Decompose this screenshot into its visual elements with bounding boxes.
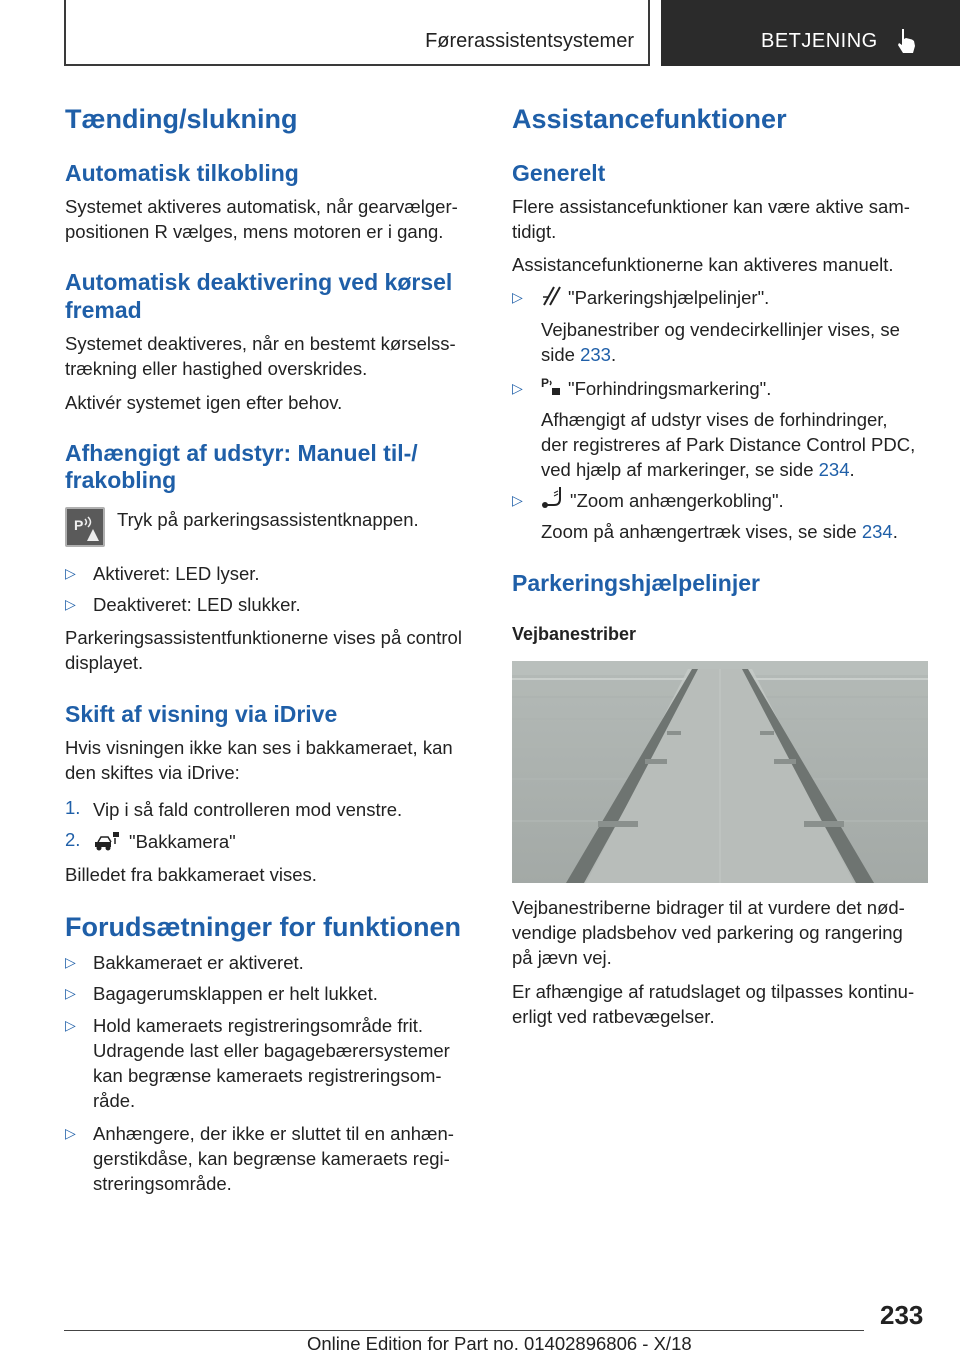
idrive-step-1: Vip i så fald controlleren mod venstre. [93,799,403,820]
auto-on-text-1: Systemet aktiveres automatisk, når gearvælger- [65,196,458,217]
bullet-triangle-icon: ▷ [65,1017,76,1033]
function-2-label: "Forhindringsmarkering". [568,378,772,399]
idrive-step-2: "Bakkamera" [129,831,236,852]
svg-text:P: P [74,517,84,533]
function-2-desc-1: Afhængigt af udstyr vises de forhindringer, [541,409,888,430]
general-text-1: Flere assistancefunktioner kan være aktive sam- [512,196,910,217]
general-text-3: Assistancefunktionerne kan aktiveres manuelt. [512,254,894,275]
manual-item-1: Aktiveret: LED lyser. [93,563,260,584]
manual-text-1: Parkeringsassistentfunktionerne vises på control [65,627,462,648]
prereq-item-3-line-3: kan begrænse kameraets registreringsom- [93,1065,442,1086]
auto-off-text-2: trækning eller hastighed overskrides. [65,358,368,379]
idrive-text-2: den skiftes via iDrive: [65,762,240,783]
parking-assist-button-icon [65,507,105,547]
header-section-title: Førerassistentsystemer [425,30,634,52]
prereq-item-4-line-3: streringsområde. [93,1173,232,1194]
title-assistance: Assistancefunktioner [512,104,787,134]
manual-text-2: displayet. [65,652,144,673]
rear-camera-icon [93,830,121,852]
bullet-triangle-icon: ▷ [512,289,523,305]
function-3-desc-1-text: Zoom på anhængertræk vises, se side [541,521,862,542]
function-2-desc-3 [541,457,855,482]
bullet-triangle-icon: ▷ [65,985,76,1001]
function-1-label: "Parkeringshjælpelinjer". [568,287,770,308]
header-chapter-title: BETJENING [761,30,878,52]
heading-auto-off-1: Automatisk deaktivering ved kørsel [65,269,453,295]
prereq-item-4-line-1: Anhængere, der ikke er sluttet til en anhæn- [93,1123,454,1144]
parking-lines-icon [540,283,564,307]
subheading-lane-stripes: Vejbanestriber [512,624,637,644]
bullet-triangle-icon: ▷ [65,1125,76,1141]
lines-text-3: på jævn vej. [512,947,612,968]
prereq-item-4-line-2: gerstikdåse, kan begrænse kameraets regi- [93,1148,450,1169]
auto-on-text-2: positionen R vælges, mens motoren er i gang. [65,221,444,242]
title-ignition: Tænding/slukning [65,104,298,134]
page-number: 233 [880,1300,924,1330]
svg-text:P: P [541,376,550,390]
step-number-2: 2. [65,829,81,850]
pointing-hand-icon [892,26,922,56]
lines-text-4: Er afhængige af ratudslaget og tilpasses kontinu- [512,981,915,1002]
function-1-desc-1: Vejbanestriber og vendecirkellinjer vises, se [541,319,900,340]
trailer-hitch-icon [540,485,566,509]
lane-stripes-illustration [512,661,928,883]
title-prerequisites: Forudsætninger for funktionen [65,912,461,942]
bullet-triangle-icon: ▷ [65,596,76,612]
bullet-triangle-icon: ▷ [512,492,523,508]
heading-manual-1: Afhængigt af udstyr: Manuel til-/ [65,440,418,466]
general-text-2: tidigt. [512,221,557,242]
lines-text-2: vendige pladsbehov ved parkering og rangering [512,922,903,943]
heading-idrive: Skift af visning via iDrive [65,701,338,727]
prereq-item-2: Bagagerumsklappen er helt lukket. [93,983,378,1004]
bullet-triangle-icon: ▷ [512,380,523,396]
auto-off-text-3: Aktivér systemet igen efter behov. [65,392,343,413]
prereq-item-3-line-1: Hold kameraets registreringsområde frit. [93,1015,424,1036]
function-2-desc-3-end: . [849,459,855,480]
page-link-234-zoom[interactable]: 234 [861,521,893,542]
heading-manual-2: frakobling [65,467,177,493]
function-1-desc-2-end: . [610,344,617,365]
lines-text-5: erligt ved ratbevægelser. [512,1006,715,1027]
step-number-1: 1. [65,797,81,818]
function-1-desc-2 [541,342,616,367]
lines-text-1: Vejbanestriberne bidrager til at vurdere det nød- [512,897,905,918]
page-link-234[interactable]: 234 [818,459,850,480]
header-section-box [64,0,650,66]
manual-item-2: Deaktiveret: LED slukker. [93,594,301,615]
function-3-label: "Zoom anhængerkobling". [570,490,784,511]
function-2-desc-2: der registreres af Park Distance Control PDC, [541,434,916,455]
heading-parking-lines: Parkeringshjælpelinjer [512,570,760,596]
obstacle-marking-icon [540,373,564,397]
heading-general: Generelt [512,160,606,186]
button-instruction: Tryk på parkeringsassistentknappen. [117,509,419,530]
bullet-triangle-icon: ▷ [65,954,76,970]
footer-edition: Online Edition for Part no. 01402896806 - X/18 [307,1333,692,1354]
auto-off-text-1: Systemet deaktiveres, når en bestemt kørselss- [65,333,456,354]
function-1-desc-2-text: side [541,344,581,365]
function-3-desc-1-end: . [892,521,898,542]
prereq-item-3-line-2: Udragende last eller bagagebærersystemer [93,1040,450,1061]
bullet-triangle-icon: ▷ [65,565,76,581]
heading-auto-off-2: fremad [65,297,142,323]
heading-auto-on: Automatisk tilkobling [65,160,299,186]
function-3-desc-1 [541,519,898,544]
footer-divider [64,1330,864,1331]
prereq-item-1: Bakkameraet er aktiveret. [93,952,304,973]
page-link-233[interactable]: 233 [580,344,611,365]
function-2-desc-3-text: ved hjælp af markeringer, se side [541,459,819,480]
prereq-item-3-line-4: råde. [93,1090,136,1111]
idrive-text-1: Hvis visningen ikke kan ses i bakkameraet, kan [65,737,453,758]
idrive-result: Billedet fra bakkameraet vises. [65,864,317,885]
